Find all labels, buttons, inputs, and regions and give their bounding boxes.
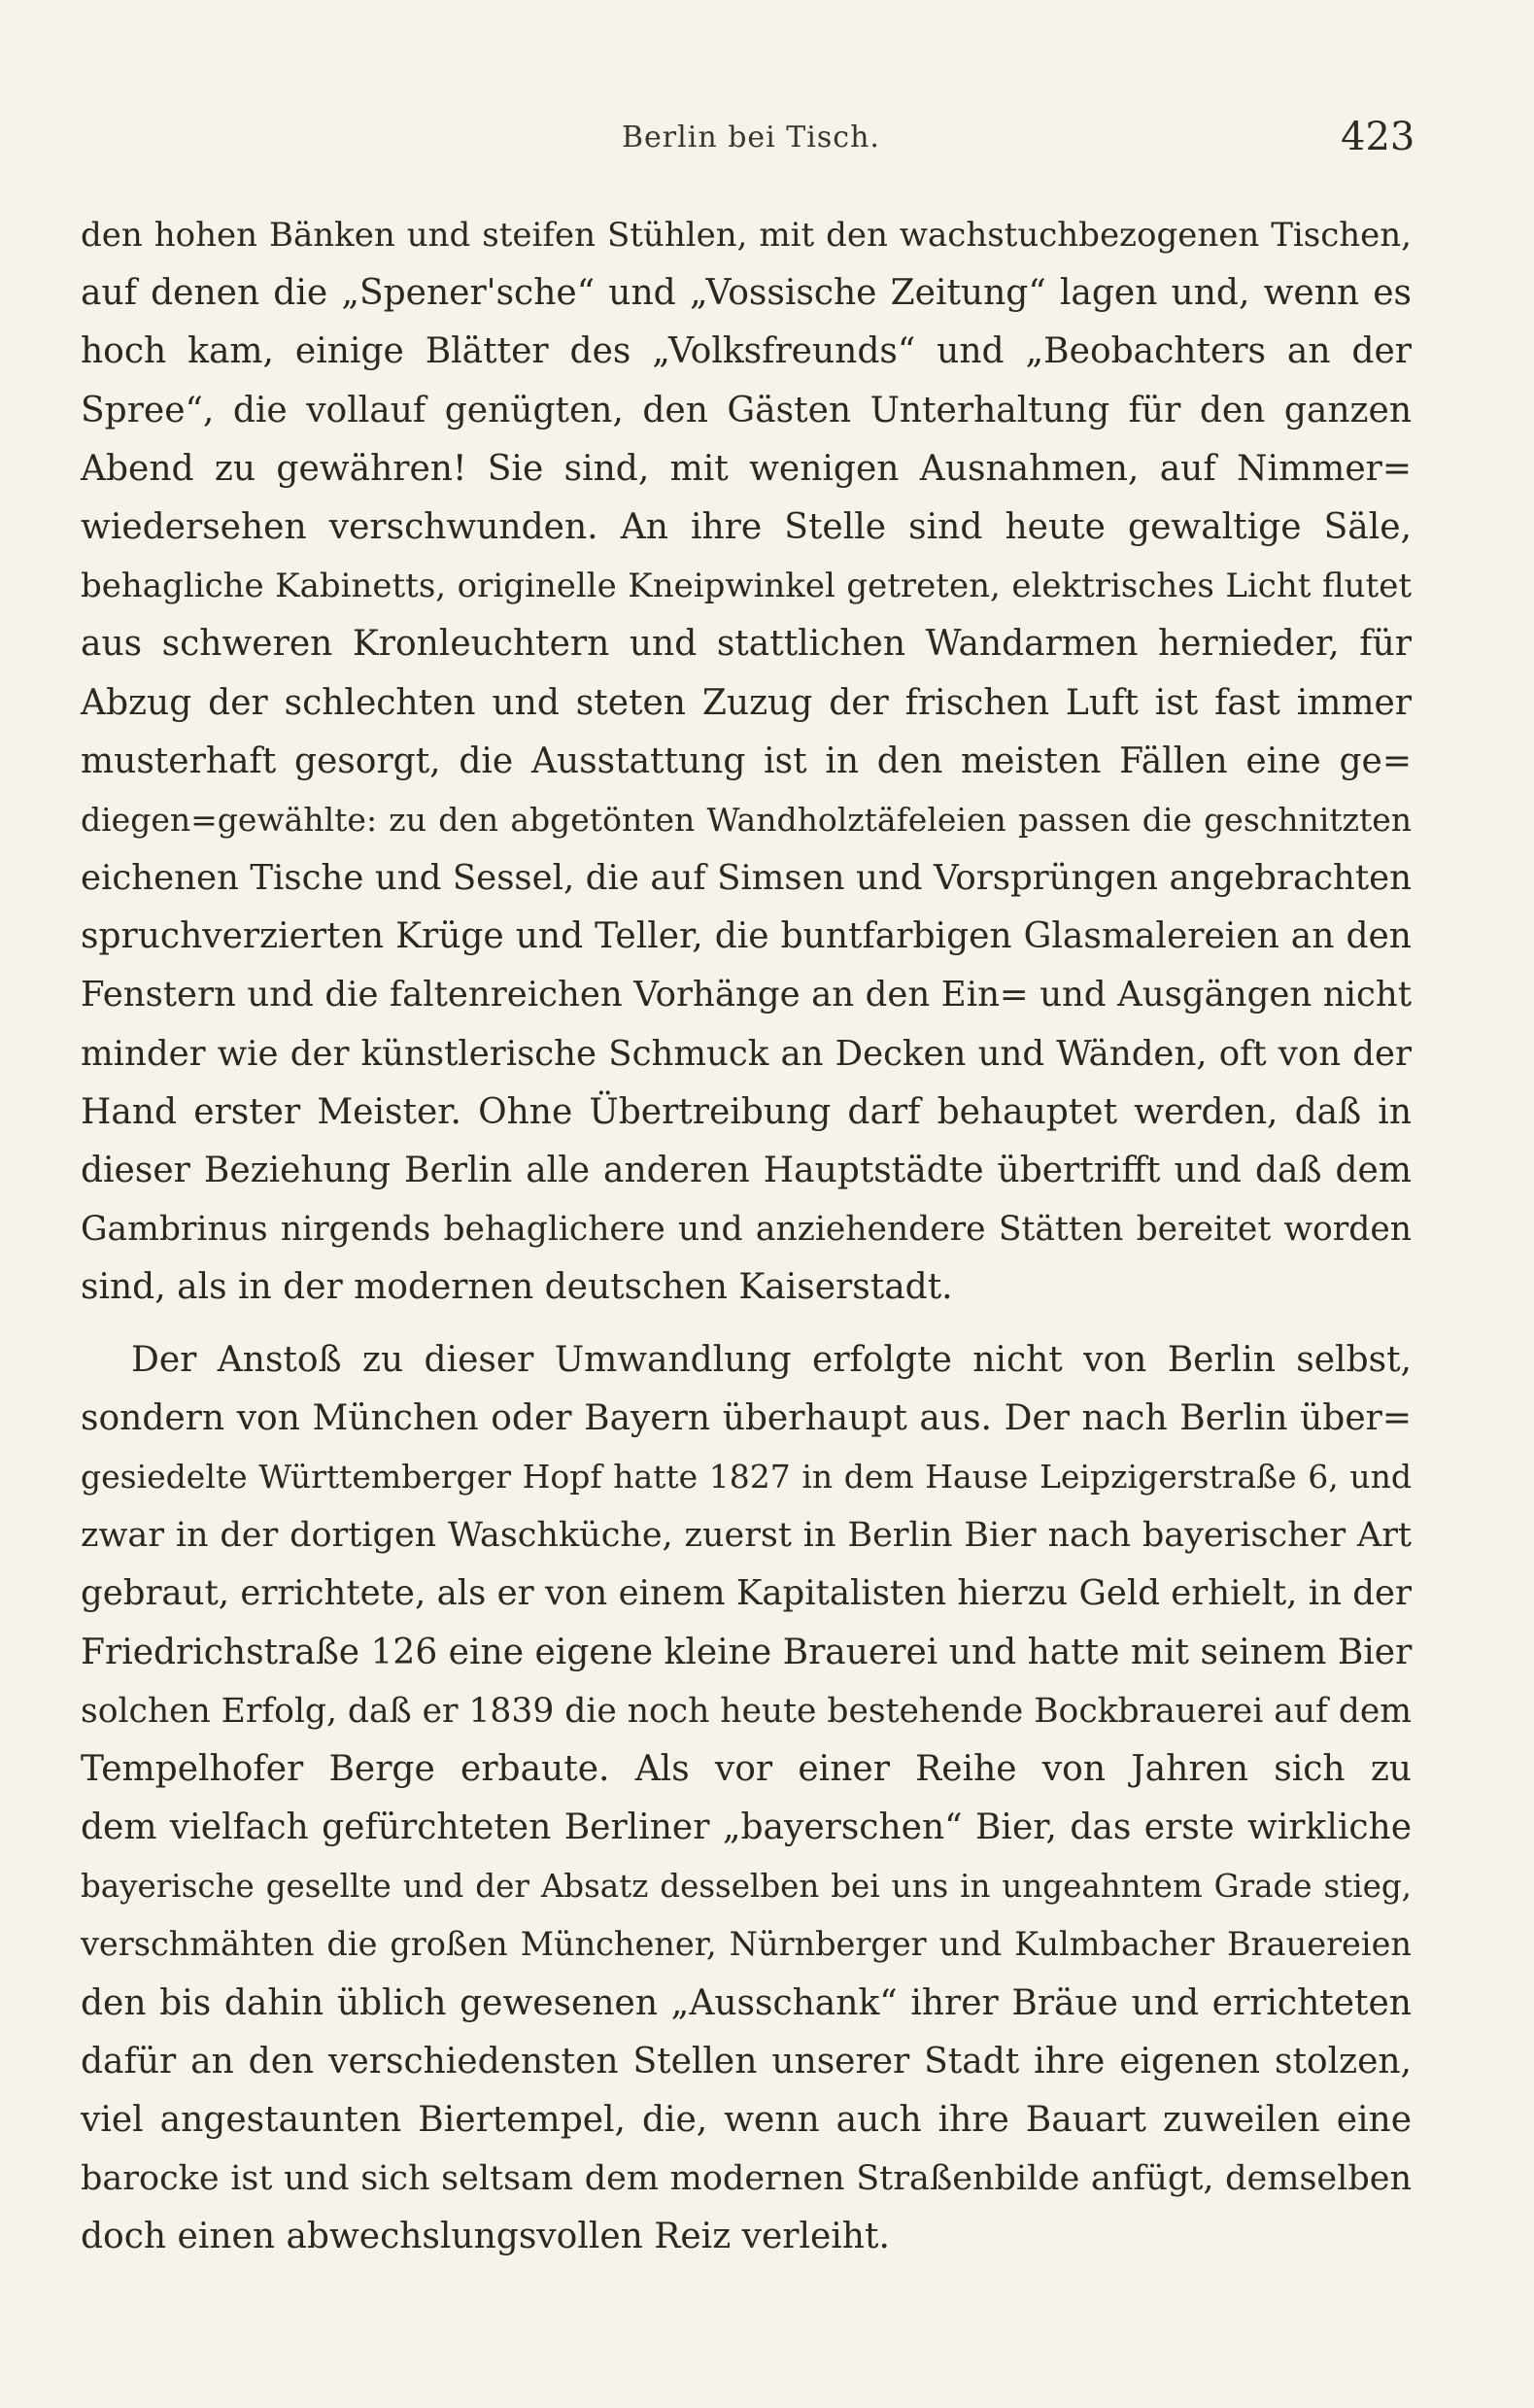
text-line: diegen=gewählte: zu den abgetönten Wandholztäfeleien passen die geschnitzten xyxy=(81,800,1412,839)
paragraph-2 xyxy=(81,1331,1412,2267)
text-line: Abend zu gewähren! Sie sind, mit wenigen Ausnahmen, auf Nimmer= xyxy=(81,448,1412,489)
text-line: zwar in der dortigen Waschküche, zuerst in Berlin Bier nach bayerischer Art xyxy=(81,1516,1412,1556)
text-line: Hand erster Meister. Ohne Übertreibung darf behauptet werden, daß in xyxy=(81,1091,1412,1132)
running-title: Berlin bei Tisch. xyxy=(622,120,880,155)
text-line: Der Anstoß zu dieser Umwandlung erfolgte nicht von Berlin selbst, xyxy=(131,1339,1412,1380)
text-line: musterhaft gesorgt, die Ausstattung ist in den meisten Fällen eine ge= xyxy=(81,740,1412,781)
text-line: auf denen die „Spener'sche“ und „Vossische Zeitung“ lagen und, wenn es xyxy=(81,273,1412,314)
text-line: wiedersehen verschwunden. An ihre Stelle sind heute gewaltige Säle, xyxy=(81,506,1412,547)
text-line: Spree“, die vollauf genügten, den Gästen Unterhaltung für den ganzen xyxy=(81,390,1412,430)
text-line: hoch kam, einige Blätter des „Volksfreunds“ und „Beobachters an der xyxy=(81,331,1412,372)
text-line: den hohen Bänken und steifen Stühlen, mit den wachstuchbezogenen Tischen, xyxy=(81,216,1412,255)
text-line: dieser Beziehung Berlin alle anderen Hauptstädte übertrifft und daß dem xyxy=(81,1151,1412,1190)
text-line: viel angestaunten Biertempel, die, wenn auch ihre Bauart zuweilen eine xyxy=(81,2100,1412,2140)
text-line: Gambrinus nirgends behaglichere und anziehendere Stätten bereitet worden xyxy=(81,1210,1412,1250)
text-line: dem vielfach gefürchteten Berliner „bayerschen“ Bier, das erste wirkliche xyxy=(81,1807,1412,1848)
text-line: Friedrichstraße 126 eine eigene kleine Brauerei und hatte mit seinem Bier xyxy=(81,1632,1413,1672)
running-head xyxy=(0,115,1534,173)
text-line: Fenstern und die faltenreichen Vorhänge an den Ein= und Ausgängen nicht xyxy=(81,975,1412,1015)
text-line: verschmähten die großen Münchener, Nürnberger und Kulmbacher Brauereien xyxy=(81,1925,1412,1964)
text-line: Tempelhofer Berge erbaute. Als vor einer Reihe von Jahren sich zu xyxy=(81,1748,1412,1789)
text-line: eichenen Tische und Sessel, die auf Simsen und Vorsprüngen angebrachten xyxy=(81,858,1412,899)
text-line: dafür an den verschiedensten Stellen unserer Stadt ihre eigenen stolzen, xyxy=(81,2041,1412,2081)
text-line: Abzug der schlechten und steten Zuzug der frischen Luft ist fast immer xyxy=(81,682,1412,723)
text-line: spruchverzierten Krüge und Teller, die buntfarbigen Glasmalereien an den xyxy=(81,916,1412,957)
text-line: bayerische gesellte und der Absatz desselben bei uns in ungeahntem Grade stieg, xyxy=(81,1868,1412,1906)
text-line: gebraut, errichtete, als er von einem Kapitalisten hierzu Geld erhielt, in der xyxy=(81,1573,1412,1614)
text-line: barocke ist und sich seltsam dem modernen Straßenbilde anfügt, demselben xyxy=(81,2159,1412,2199)
text-line: behagliche Kabinetts, originelle Kneipwinkel getreten, elektrisches Licht flutet xyxy=(81,567,1412,606)
text-line: sind, als in der modernen deutschen Kaiserstadt. xyxy=(81,1267,953,1308)
text-line: solchen Erfolg, daß er 1839 die noch heute bestehende Bockbrauerei auf dem xyxy=(81,1691,1412,1731)
text-line: gesiedelte Württemberger Hopf hatte 1827 in dem Hause Leipzigerstraße 6, und xyxy=(81,1457,1412,1496)
text-line: den bis dahin üblich gewesenen „Ausschank“ ihrer Bräue und errichteten xyxy=(81,1982,1412,2023)
page-number: 423 xyxy=(1341,115,1415,159)
paragraph-1 xyxy=(81,206,1412,1318)
text-line: aus schweren Kronleuchtern und stattlichen Wandarmen hernieder, für xyxy=(81,624,1412,665)
text-line: minder wie der künstlerische Schmuck an Decken und Wänden, oft von der xyxy=(81,1033,1412,1074)
text-line: sondern von München oder Bayern überhaupt aus. Der nach Berlin über= xyxy=(81,1397,1412,1438)
text-line: doch einen abwechslungsvollen Reiz verleiht. xyxy=(81,2217,890,2257)
body-text xyxy=(81,206,1412,2267)
